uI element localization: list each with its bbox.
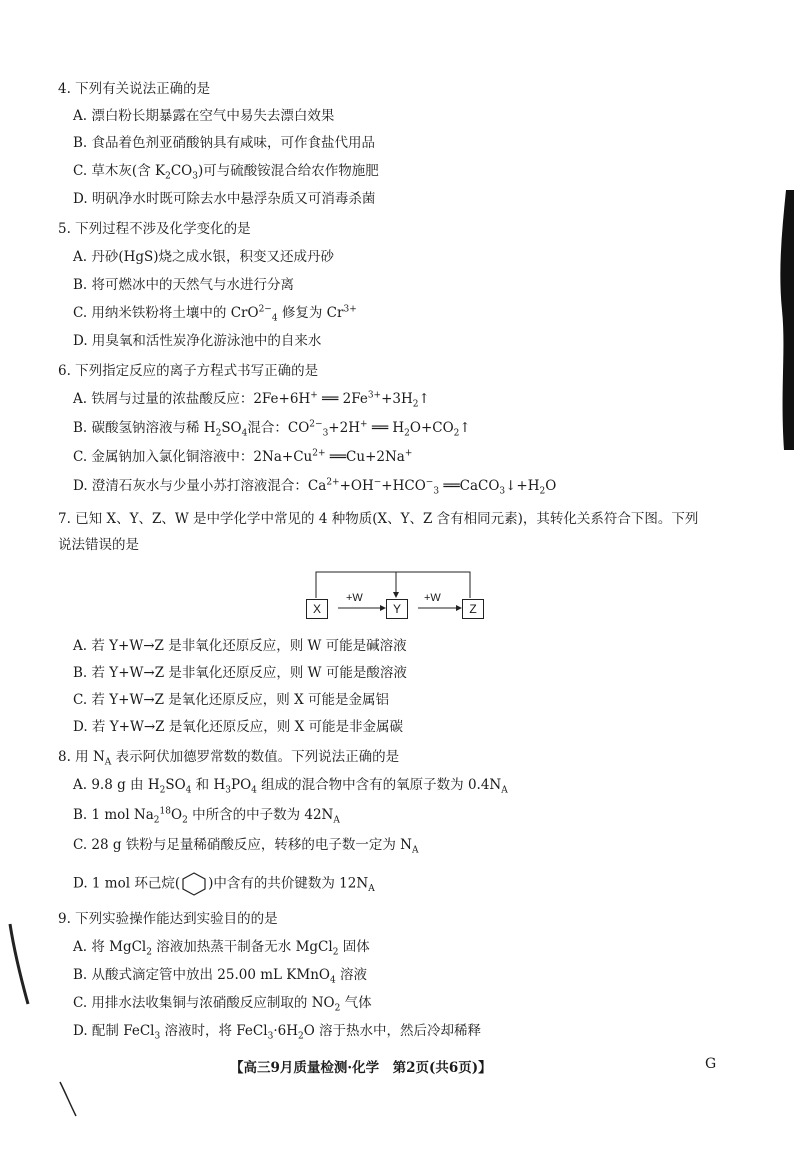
q4-stem: 4. 下列有关说法正确的是	[58, 81, 211, 97]
q9-option-c: C. 用排水法收集铜与浓硝酸反应制取的 $NO_2$ 气体	[73, 995, 372, 1014]
q7-stem-line2: 说法错误的是	[58, 537, 139, 553]
q8-stem: 8. 用 $N_A$ 表示阿伏加德罗常数的数值。下列说法正确的是	[58, 749, 400, 768]
q5-option-b: B. 将可燃冰中的天然气与水进行分离	[73, 277, 295, 293]
q9-option-a: A. 将 MgCl$_2$ 溶液加热蒸干制备无水 MgCl$_2$ 固体	[73, 939, 370, 958]
q7-option-c: C. 若 Y+W→Z 是氧化还原反应，则 X 可能是金属铝	[73, 692, 389, 708]
q6-option-d: D. 澄清石灰水与少量小苏打溶液混合：$Ca^{2+}+OH^-+HCO^-_3$ $══CaCO_3↓+H_2O$	[73, 477, 557, 497]
q7-option-b: B. 若 Y+W→Z 是非氧化还原反应，则 W 可能是酸溶液	[73, 665, 407, 681]
arrow-label-w1: +W	[346, 592, 363, 604]
node-z: Z	[462, 599, 484, 619]
q5-option-d: D. 用臭氧和活性炭净化游泳池中的自来水	[73, 333, 322, 349]
q8-option-c: C. 28 g 铁粉与足量稀硝酸反应，转移的电子数一定为 $N_A$	[73, 837, 419, 856]
q9-stem: 9. 下列实验操作能达到实验目的的是	[58, 911, 278, 927]
node-x: X	[306, 599, 328, 619]
q4-option-c: C. 草木灰(含 $K_2CO_3$)可与硫酸铵混合给农作物施肥	[73, 163, 379, 182]
q7-option-a: A. 若 Y+W→Z 是非氧化还原反应，则 W 可能是碱溶液	[73, 638, 407, 654]
node-y: Y	[386, 599, 408, 619]
arrow-label-w2: +W	[424, 592, 441, 604]
q8-option-b: B. 1 mol $Na_2^{18}O_2$ 中所含的中子数为 $42N_A$	[73, 806, 340, 826]
q5-option-c: C. 用纳米铁粉将土壤中的 CrO$^{2-}_4$ 修复为 $Cr^{3+}$	[73, 304, 357, 324]
q8-option-d: D. 1 mol 环己烷( )中含有的共价键数为 $12N_A$	[73, 872, 375, 896]
q6-option-a: A. 铁屑与过量的浓盐酸反应：2Fe+6H+ ══ $2Fe^{3+}+3H_2↑$	[73, 390, 430, 410]
version-letter: G	[705, 1056, 717, 1072]
q4-option-b: B. 食品着色剂亚硝酸钠具有咸味，可作食盐代用品	[73, 135, 376, 151]
q6-option-c: C. 金属钠加入氯化铜溶液中：$2Na+Cu^{2+}$ ══Cu+2Na+	[73, 448, 413, 465]
diagram-arrows	[300, 568, 490, 628]
q9-option-b: B. 从酸式滴定管中放出 25.00 mL KMnO$_4$ 溶液	[73, 967, 367, 986]
q5-option-a: A. 丹砂(HgS)烧之成水银，积变又还成丹砂	[73, 249, 335, 265]
q5-stem: 5. 下列过程不涉及化学变化的是	[58, 221, 251, 237]
scan-edge-mark	[776, 190, 794, 450]
q6-option-b: B. 碳酸氢钠溶液与稀 $H_2SO_4$混合：$CO^{2-}_3+2H^+$ ══ $H_2O+CO_2↑$	[73, 419, 471, 439]
q6-stem: 6. 下列指定反应的离子方程式书写正确的是	[58, 363, 319, 379]
q4-option-d: D. 明矾净水时既可除去水中悬浮杂质又可消毒杀菌	[73, 191, 376, 207]
conversion-diagram	[300, 568, 490, 628]
q8-option-a: A. 9.8 g 由 $H_2SO_4$ 和 $H_3PO_4$ 组成的混合物中含有的氧原子数为 $0.4N_A$	[73, 777, 508, 796]
cyclohexane-icon	[181, 872, 207, 896]
page-footer: 【高三9月质量检测·化学 第2页(共6页)】	[230, 1060, 492, 1076]
q9-option-d: D. 配制 FeCl$_3$ 溶液时，将 $FeCl_3\cdot 6H_2O$ 溶于热水中，然后冷却稀释	[73, 1023, 482, 1042]
q7-stem-line1: 7. 已知 X、Y、Z、W 是中学化学中常见的 4 种物质(X、Y、Z 含有相同元素)，其转化关系符合下图。下列	[58, 511, 699, 527]
q7-option-d: D. 若 Y+W→Z 是氧化还原反应，则 X 可能是非金属碳	[73, 719, 403, 735]
q4-option-a: A. 漂白粉长期暴露在空气中易失去漂白效果	[73, 108, 335, 124]
scan-stroke-mark-2	[56, 1080, 80, 1120]
scan-stroke-mark	[4, 920, 34, 1010]
